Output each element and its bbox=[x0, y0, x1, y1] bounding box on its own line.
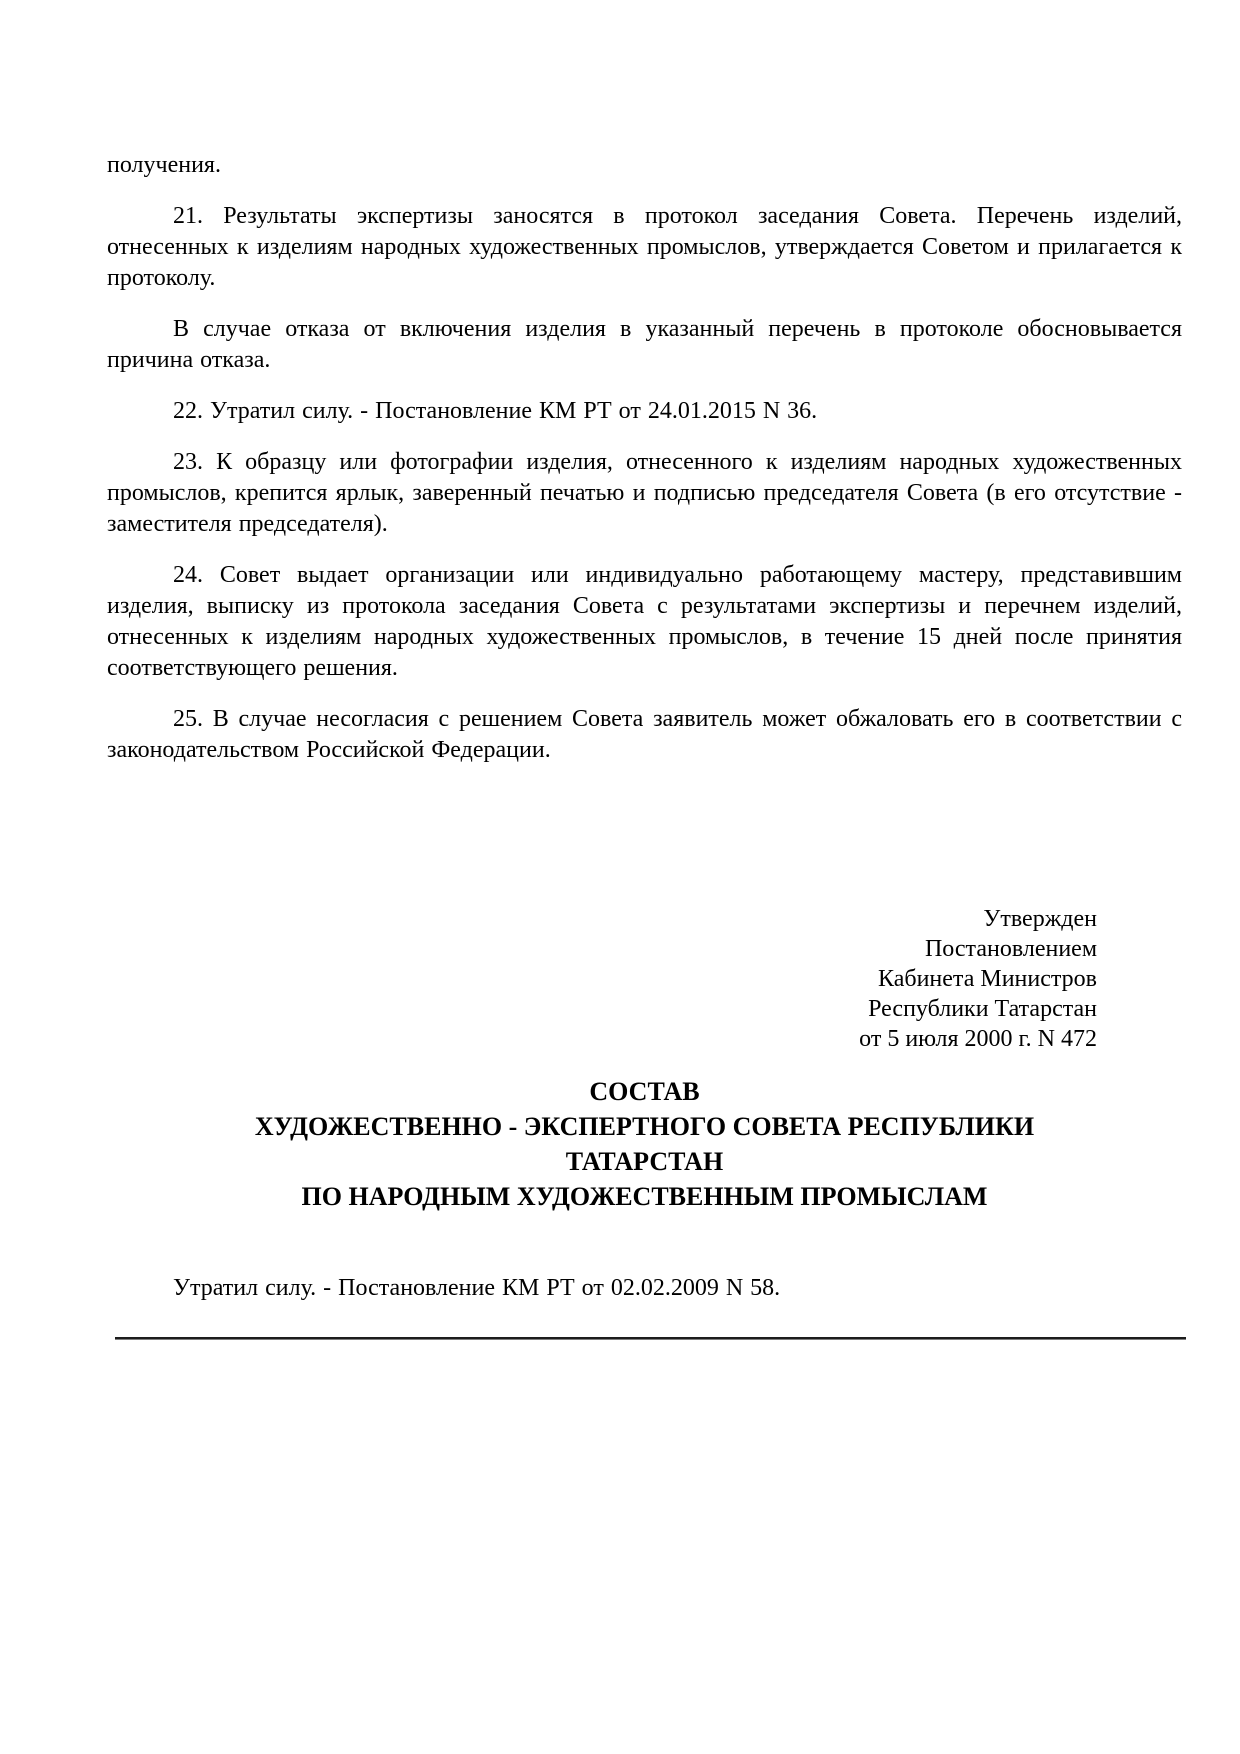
approval-line-republic: Республики Татарстан bbox=[868, 996, 1097, 1022]
horizontal-rule bbox=[115, 1337, 1186, 1340]
paragraph-21: 21. Результаты экспертизы заносятся в протокол заседания Совета. Перечень изделий, отнесенных к изделиям народных художественных промыслов, утверждается Советом и прилагается к протоколу. bbox=[107, 203, 1182, 291]
title-line: СОСТАВ bbox=[589, 1077, 700, 1106]
approval-line-date-number: от 5 июля 2000 г. N 472 bbox=[859, 1026, 1097, 1052]
document-title bbox=[107, 1074, 1182, 1214]
title-line: ТАТАРСТАН bbox=[565, 1147, 724, 1176]
approval-block bbox=[107, 904, 1097, 1054]
approval-line-approved: Утвержден bbox=[983, 906, 1097, 932]
status-note: Утратил силу. - Постановление КМ РТ от 02.02.2009 N 58. bbox=[173, 1275, 781, 1301]
paragraph-24: 24. Совет выдает организации или индивидуально работающему мастеру, представившим изделия, выписку из протокола заседания Совета с результатами экспертизы и перечнем изделий, отнесенных к изделиям народных художественных промыслов, в течение 15 дней после принятия соответствующего решения. bbox=[107, 562, 1182, 681]
title-line: ПО НАРОДНЫМ ХУДОЖЕСТВЕННЫМ ПРОМЫСЛАМ bbox=[301, 1182, 988, 1211]
paragraph-refusal-reason: В случае отказа от включения изделия в указанный перечень в протоколе обосновывается причина отказа. bbox=[107, 316, 1182, 373]
paragraph-continuation: получения. bbox=[107, 152, 221, 178]
paragraph-23: 23. К образцу или фотографии изделия, отнесенного к изделиям народных художественных промыслов, крепится ярлык, заверенный печатью и подписью председателя Совета (в его отсутствие - заместителя председателя). bbox=[107, 449, 1182, 537]
paragraph-25: 25. В случае несогласия с решением Совета заявитель может обжаловать его в соответствии с законодательством Российской Федерации. bbox=[107, 706, 1182, 763]
approval-line-by-resolution: Постановлением bbox=[924, 936, 1097, 962]
title-line: ХУДОЖЕСТВЕННО - ЭКСПЕРТНОГО СОВЕТА РЕСПУБЛИКИ bbox=[254, 1112, 1035, 1141]
paragraph-22: 22. Утратил силу. - Постановление КМ РТ от 24.01.2015 N 36. bbox=[173, 398, 818, 424]
approval-line-cabinet: Кабинета Министров bbox=[878, 966, 1097, 992]
